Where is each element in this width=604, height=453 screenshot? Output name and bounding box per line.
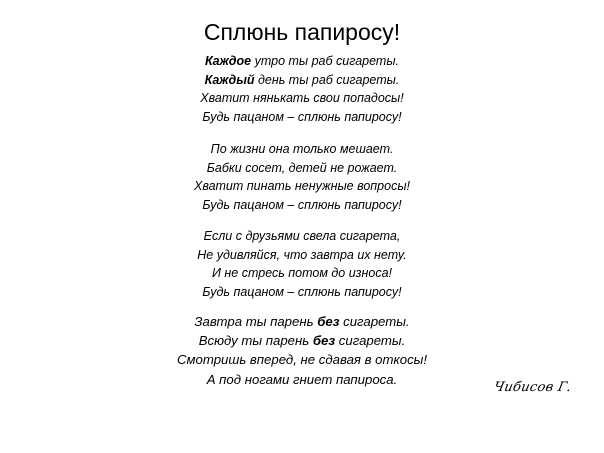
line-text: сигареты. (339, 314, 410, 329)
stanza-1 (0, 52, 604, 126)
poem-line (0, 331, 604, 350)
line-text: сигареты. (335, 333, 406, 349)
poem-line: Смотришь вперед, не сдавая в откосы! (176, 352, 428, 368)
stanza-4 (0, 312, 604, 389)
poem-line: Если с друзьями свела сигарета, (203, 229, 401, 243)
poem-line: Бабки сосет, детей не рожает. (206, 160, 398, 175)
line-text: Завтра ты парень (194, 314, 318, 329)
poem-line: Будь пацаном – сплюнь папиросу! (202, 109, 402, 124)
emphasis-word: без (312, 333, 336, 349)
poem-line: По жизни она только мешает. (210, 142, 394, 156)
poem-line (0, 312, 604, 331)
poem-line (0, 52, 604, 71)
author-signature: Чибисов Г. (492, 380, 573, 395)
emphasis-word: Каждое (204, 54, 252, 68)
line-text: Всюду ты парень (198, 333, 313, 349)
stanza-3 (0, 227, 604, 301)
poem-line: Будь пацаном – сплюнь папиросу! (202, 197, 402, 212)
poem-line: Хватит пинать ненужные вопросы! (193, 179, 410, 193)
emphasis-word: Каждый (204, 72, 255, 87)
stanza-2 (0, 140, 604, 214)
poem-line (0, 71, 604, 90)
poem-line: А под ногами гниет папироса. (206, 371, 398, 387)
emphasis-word: без (317, 314, 340, 329)
poem-title: Сплюнь папиросу! (203, 19, 401, 45)
line-text: утро ты раб сигареты. (251, 54, 400, 68)
poem-line: Не удивляйся, что завтра их нету. (197, 247, 407, 262)
poem-line: Будь пацаном – сплюнь папиросу! (202, 284, 402, 299)
poem-line: И не стресь потом до износа! (212, 266, 392, 280)
poem-line: Хватит нянькать свои попадосы! (200, 91, 404, 105)
line-text: день ты раб сигареты. (254, 72, 400, 87)
